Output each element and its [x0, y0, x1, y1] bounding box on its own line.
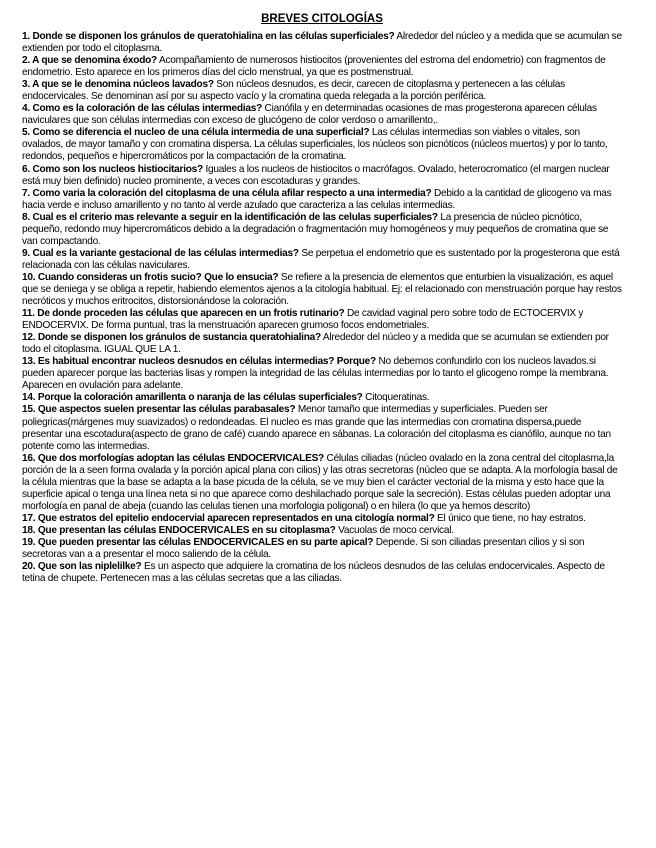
answer-text: Se refiere a la presencia de elementos que enturbien la visualización, es aquel que se deniega y se obliga a repetir, habiendo elementos ajenos a la citología habitual. Ej: el relacionado con menstruación porque hay restos necróticos y muchos eritrocitos, distorsionándose la coloración.	[22, 271, 622, 308]
question-text: 5. Como se diferencia el nucleo de una célula intermedia de una superficial?	[22, 127, 370, 139]
question-text: 8. Cual es el criterio mas relevante a seguir en la identificación de las celulas superficiales?	[22, 211, 438, 223]
qa-item	[22, 188, 622, 212]
answer-text: Las células intermedias son viables o vitales, son ovalados, de mayor tamaño y con cromatina dispersa. La células superficiales, los núcleos son picnóticos (núcleos muertos) y por lo tanto, redondos, pequeños e hipercromáticos por la compactación de la cromatina.	[22, 127, 608, 163]
question-text: 17. Que estratos del epitelio endocervial aparecen representados en una citología normal?	[22, 512, 435, 524]
qa-item	[22, 31, 622, 55]
answer-text: La presencia de núcleo picnótico, pequeño, redondo muy hipercromáticos debido a la degradación o fragmentación muy homogéneos y muy pequeños de cromatina que se van compactando.	[22, 211, 609, 247]
qa-item	[22, 164, 622, 188]
qa-item	[22, 103, 622, 127]
qa-item	[22, 332, 622, 356]
answer-text: Depende. Si son ciliadas presentan cilios y si son secretoras van a a presentar el moco saliendo de la célula.	[22, 536, 585, 561]
question-text: 20. Que son las niplelilke?	[22, 561, 142, 573]
question-text: 16. Que dos morfologías adoptan las células ENDOCERVICALES?	[22, 452, 324, 464]
answer-text: Cianófila y en determinadas ocasiones de mas progesterona aparecen células naviculares que son células intermedias con exceso de glucógeno de color verdoso o amarillento,.	[22, 103, 597, 127]
qa-list	[22, 31, 622, 585]
qa-item	[22, 453, 622, 513]
qa-item	[22, 525, 622, 537]
question-text: 13. Es habitual encontrar nucleos desnudos en células intermedias? Porque?	[22, 356, 376, 368]
answer-text: Citoqueratinas.	[362, 392, 430, 404]
answer-text: Alrededor del núcleo y a medida que se acumulan se extienden por todo el citoplasma. IGUAL QUE LA 1.	[22, 332, 609, 356]
question-text: 11. De donde proceden las células que aparecen en un frotis rutinario?	[22, 308, 345, 320]
qa-item	[22, 127, 622, 163]
question-text: 14. Porque la coloración amarillenta o naranja de las células superficiales?	[22, 392, 363, 404]
qa-item	[22, 561, 622, 585]
question-text: 2. A que se denomina éxodo?	[22, 55, 157, 67]
qa-item	[22, 404, 622, 452]
document-title: BREVES CITOLOGÍAS	[261, 13, 383, 25]
qa-item	[22, 272, 622, 308]
qa-item	[22, 537, 622, 561]
qa-item	[22, 392, 622, 404]
qa-item	[22, 55, 622, 79]
qa-item	[22, 308, 622, 332]
answer-text: No debemos confundirlo con los nucleos lavados.si pueden aparecer porque las bacterias lisas y rompen la integridad de las células intermedias por lo tanto el glicogeno rompe la membrana. Aparecen en ovulación para adelante.	[22, 356, 609, 392]
question-text: 19. Que pueden presentar las células ENDOCERVICALES en su parte apical?	[22, 536, 374, 548]
question-text: 3. A que se le denomina núcleos lavados?	[22, 79, 214, 91]
answer-text: Menor tamaño que intermedias y superficiales. Pueden ser poliegricas(márgenes muy suavizados) o redondeadas. El nucleo es mas grande que las intermedias con cromatina dispersa,puede presentar una escotadura(aspecto de grano de café) cuando aparece en sábanas. La coloración del citoplasma es cianófilo, aunque no tan potente como las intermedias.	[22, 404, 611, 452]
qa-item	[22, 79, 622, 103]
question-text: 10. Cuando consideras un frotis sucio? Que lo ensucia?	[22, 271, 279, 283]
answer-text: De cavidad vaginal pero sobre todo de ECTOCERVIX y ENDOCERVIX. De forma puntual, tras la menstruación aparecen grumoso focos endometriales.	[22, 308, 584, 332]
question-text: 18. Que presentan las células ENDOCERVICALES en su citoplasma?	[22, 524, 336, 536]
answer-text: Células ciliadas (núcleo ovalado en la zona central del citoplasma,la porción de la a seen forma ovalada y la porción apical plana con cilios) y las otras secretoras (núcleo que se adapta. A la morfología basal de la célula mientras que la base se adapta a la base picuda de la célula, se ve muy bien el carácter vectorial de la misma y esto hace que la superficie apical o tenga una línea neta si no que aparece como deshilachado porque sale la secreción). Estas células pueden adoptar una morfología en panal de abeja (cuando las celulas tienen una morfologia poligonal) o en hilera (lo que ya hemos descrito)	[22, 452, 618, 512]
answer-text: Iguales a los nucleos de histiocitos o macrófagos. Ovalado, heterocromatico (el margen nuclear está muy bien definido) nucleo prominente, a veces con escotaduras y grandes.	[22, 163, 610, 187]
qa-item	[22, 356, 622, 392]
question-text: 15. Que aspectos suelen presentar las células parabasales?	[22, 404, 296, 416]
question-text: 12. Donde se disponen los gránulos de sustancia queratohialina?	[22, 332, 321, 344]
question-text: 6. Como son los nucleos histiocitarios?	[22, 163, 203, 175]
answer-text: Acompañamiento de numerosos histiocitos (provenientes del estroma del endometrio) con fragmentos de endometrio. Esto aparece en los primeros días del ciclo menstrual, ya que es postmenstrual.	[22, 55, 606, 79]
answer-text: Vacuolas de moco cervical.	[335, 524, 454, 536]
question-text: 4. Como es la coloración de las células intermedias?	[22, 103, 262, 115]
answer-text: Es un aspecto que adquiere la cromatina de los núcleos desnudos de las celulas endocervicales. Aspecto de tetina de chupete. Pertenecen mas a las células secretas que a las ciliadas.	[22, 561, 605, 585]
answer-text: El único que tiene, no hay estratos.	[434, 512, 586, 524]
qa-item	[22, 248, 622, 272]
question-text: 7. Como varia la coloración del citoplasma de una célula afilar respecto a una intermedia?	[22, 187, 432, 199]
answer-text: Alrededor del núcleo y a medida que se acumulan se extienden por todo el citoplasma.	[22, 31, 622, 55]
qa-item	[22, 212, 622, 248]
qa-item	[22, 513, 622, 525]
answer-text: Debido a la cantidad de glicogeno va mas hacia verde e incluso amarillento y no tanto al verde azulado que caracteriza a las celulas intermedias.	[22, 187, 612, 211]
answer-text: Se perpetua el endometrio que es sustentado por la progesterona que está relacionada con las células naviculares.	[22, 247, 620, 271]
answer-text: Son núcleos desnudos, es decir, carecen de citoplasma y pertenecen a las células endocervicales. Se denominan así por su aspecto vacío y la cromatina queda relegada a la porción periférica.	[22, 79, 565, 103]
question-text: 1. Donde se disponen los gránulos de queratohialina en las células superficiales?	[22, 31, 395, 42]
question-text: 9. Cual es la variante gestacional de las células intermedias?	[22, 247, 299, 259]
